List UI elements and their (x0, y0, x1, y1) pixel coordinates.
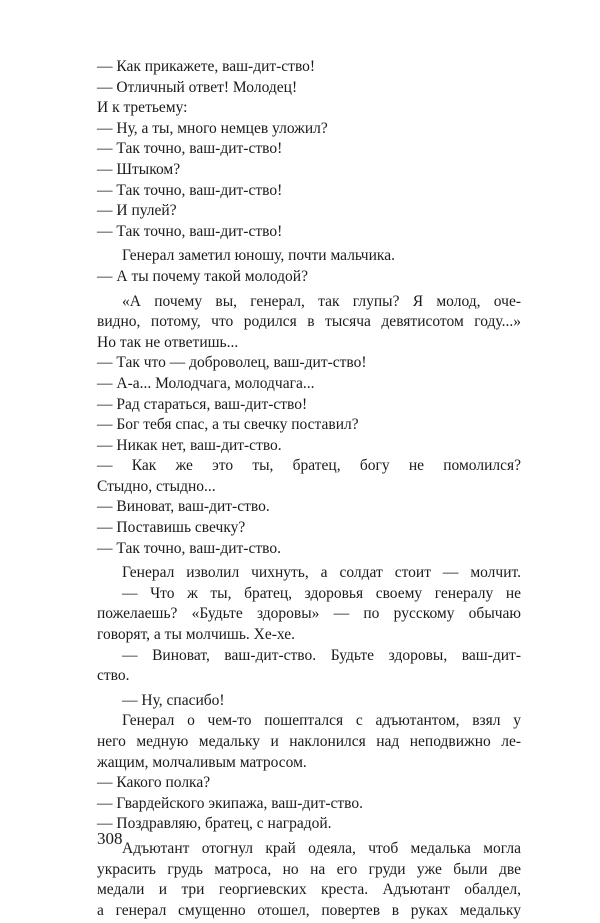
text-line: — Гвардейского экипажа, ваш-дит-ство. (97, 794, 364, 812)
text-line: него медную медальку и наклонился над неподвижно ле- (97, 733, 521, 750)
text-line: — Никак нет, ваш-дит-ство. (97, 436, 282, 454)
text-line: И к третьему: (97, 99, 188, 117)
text-line: — А-а... Молодчага, молодчага... (97, 374, 315, 392)
page-number: 308 (97, 829, 123, 848)
text-line: медали и три георгиевских креста. Адъютант обалдел, (97, 881, 521, 899)
text-line: Генерал заметил юношу, почти мальчика. (122, 247, 395, 265)
text-line: — И пулей? (97, 202, 177, 220)
text-line: — Как прикажете, ваш-дит-ство! (97, 58, 316, 75)
text-line: ство. (97, 667, 130, 685)
text-line: украсить грудь матроса, но на его груди уже были две (97, 860, 521, 878)
text-line: — Так что — доброволец, ваш-дит-ство! (97, 354, 367, 372)
text-line: — Что ж ты, братец, здоровья своему генералу не (122, 584, 521, 602)
text-line: — А ты почему такой молодой? (97, 267, 308, 285)
text-line: — Так точно, ваш-дит-ство! (97, 181, 283, 199)
text-line: пожелаешь? «Будьте здоровы» — по русскому обычаю (97, 605, 521, 623)
text-line: — Бог тебя спас, а ты свечку поставил? (97, 416, 359, 434)
text-line: — Так точно, ваш-дит-ство. (97, 539, 281, 557)
text-line: — Ну, а ты, много немцев уложил? (97, 119, 328, 137)
text-line: — Рад стараться, ваш-дит-ство! (97, 395, 308, 413)
text-line: видно, потому, что родился в тысяча девятисотом году...» (97, 313, 521, 331)
text-line: Адъютант отогнул край одеяла, чтоб медалька могла (122, 839, 521, 857)
text-line: жащим, молчаливым матросом. (97, 753, 307, 771)
text-line: — Как же это ты, братец, богу не помолился? (97, 457, 521, 475)
text-line: — Поставишь свечку? (97, 519, 246, 537)
text-line: — Поздравляю, братец, с наградой. (97, 815, 332, 833)
text-line: — Виноват, ваш-дит-ство. (97, 498, 270, 516)
text-line: — Штыком? (97, 160, 181, 178)
text-line: а генерал смущенно отошел, повертев в руках медальку (97, 901, 521, 919)
text-line: — Ну, спасибо! (122, 691, 225, 709)
text-line: Генерал изволил чихнуть, а солдат стоит — молчит. (122, 564, 521, 582)
text-line: Стыдно, стыдно... (97, 477, 216, 495)
text-line: — Так точно, ваш-дит-ство! (97, 222, 283, 240)
text-line: Но так не ответишь... (97, 333, 239, 351)
text-line: — Отличный ответ! Молодец! (97, 78, 298, 96)
page-text (97, 57, 521, 921)
text-line: «А почему вы, генерал, так глупы? Я молод, оче- (122, 292, 521, 310)
text-line: — Так точно, ваш-дит-ство! (97, 140, 283, 158)
text-line: — Виноват, ваш-дит-ство. Будьте здоровы, ваш-дит- (122, 646, 521, 664)
text-line: Генерал о чем-то пошептался с адъютантом, взял у (122, 712, 521, 730)
text-line: говорят, а ты молчишь. Хе-хе. (97, 626, 296, 644)
text-line: — Какого полка? (97, 774, 211, 792)
